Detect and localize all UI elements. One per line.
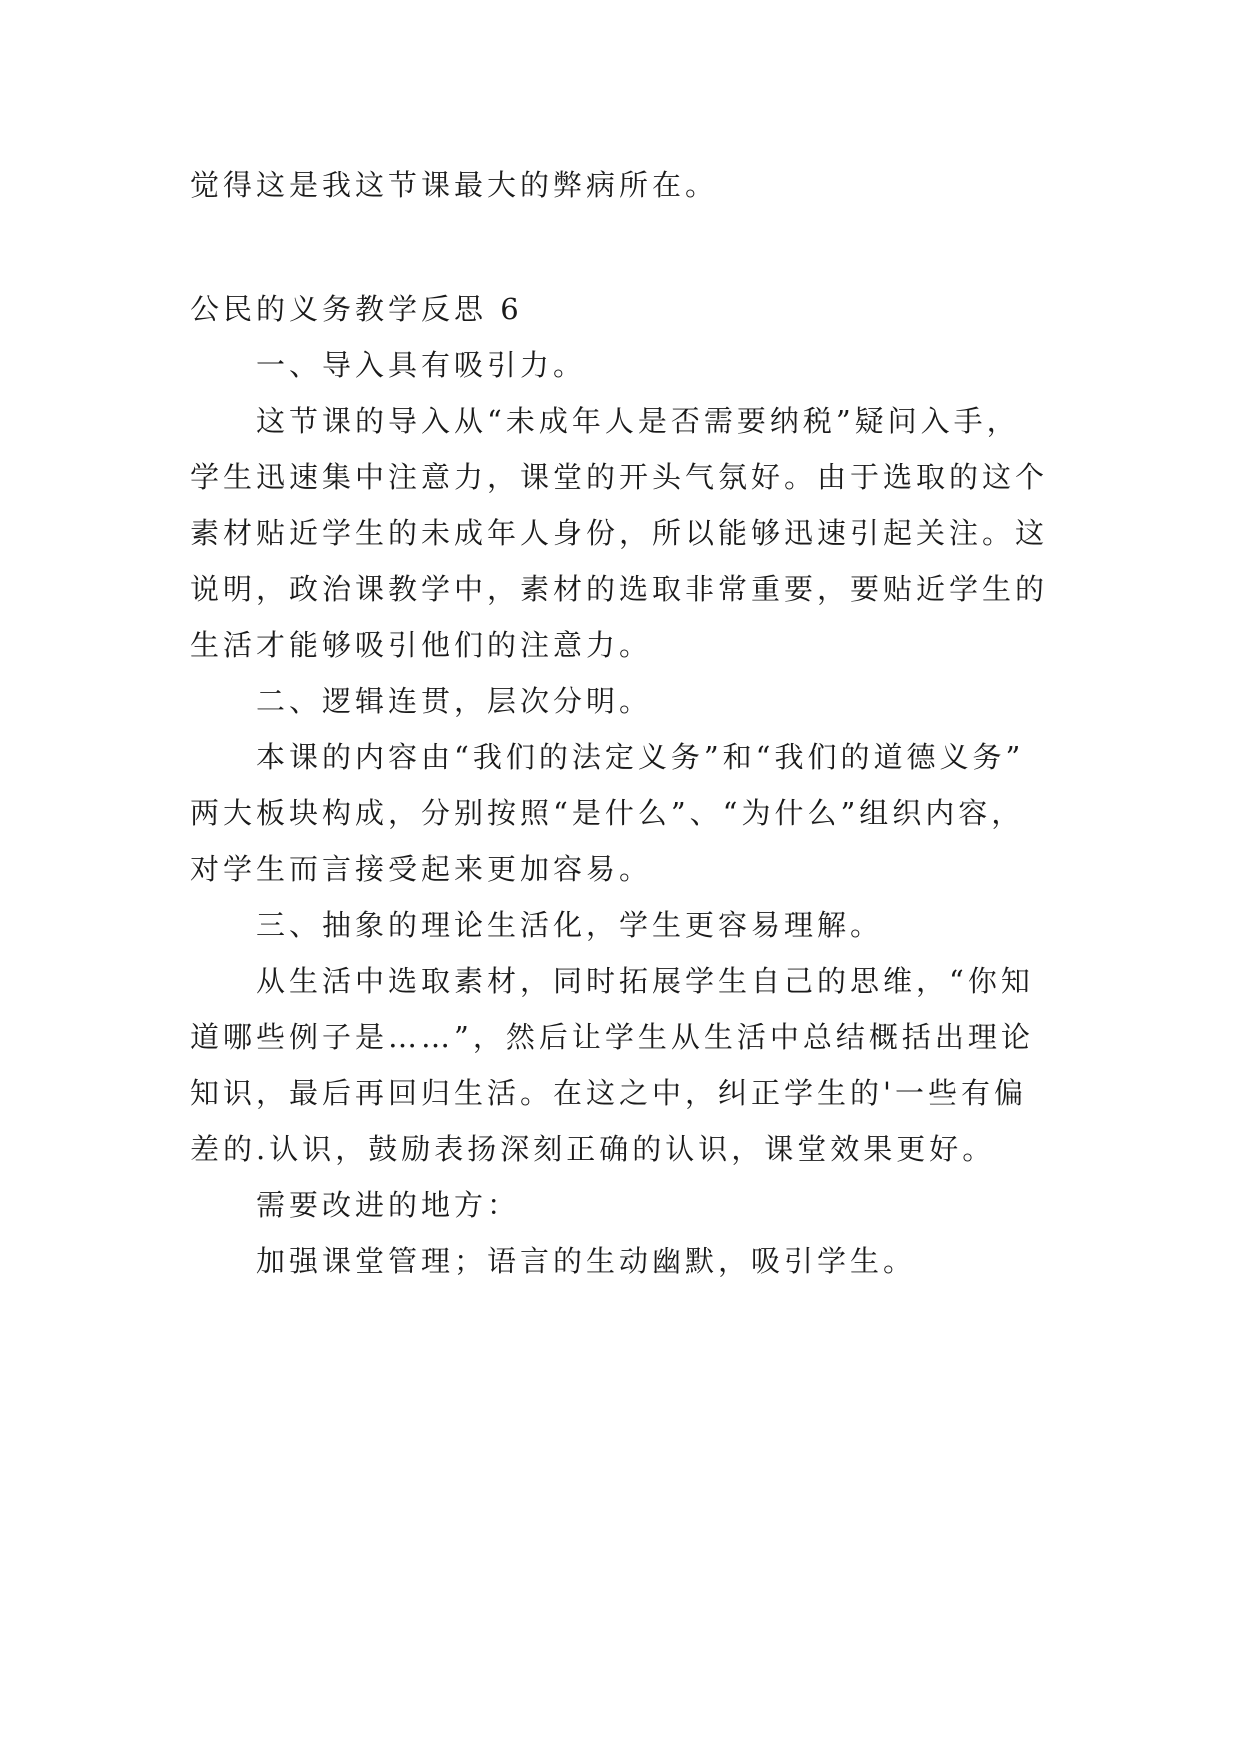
paragraph-line: 从生活中选取素材，同时拓展学生自己的思维，“你知 [256, 964, 1034, 998]
paragraph-line: 两大板块构成，分别按照“是什么”、“为什么”组织内容， [190, 796, 1025, 830]
paragraph-line: 学生迅速集中注意力，课堂的开头气氛好。由于选取的这个 [190, 460, 1049, 494]
opening-line: 觉得这是我这节课最大的弊病所在。 [190, 168, 719, 202]
paragraph-line: 道哪些例子是……”，然后让学生从生活中总结概括出理论 [190, 1020, 1034, 1054]
opening-paragraph [190, 157, 1070, 213]
paragraph-line: 对学生而言接受起来更加容易。 [190, 852, 653, 886]
paragraph-line: 差的.认识，鼓励表扬深刻正确的认识，课堂效果更好。 [190, 1132, 996, 1166]
heading-3: 三、抽象的理论生活化，学生更容易理解。 [256, 908, 884, 942]
reflection-section [190, 281, 1070, 1289]
heading-1: 一、导入具有吸引力。 [256, 348, 587, 382]
paragraph-line: 说明，政治课教学中，素材的选取非常重要，要贴近学生的 [190, 572, 1049, 606]
section-title: 公民的义务教学反思 6 [190, 292, 523, 326]
paragraph-line: 知识，最后再回归生活。在这之中，纠正学生的'一些有偏 [190, 1076, 1027, 1110]
paragraph-line: 生活才能够吸引他们的注意力。 [190, 628, 653, 662]
paragraph-line: 这节课的导入从“未成年人是否需要纳税”疑问入手， [256, 404, 1020, 438]
improvement-line: 加强课堂管理；语言的生动幽默，吸引学生。 [256, 1244, 917, 1278]
paragraph-line: 素材贴近学生的未成年人身份，所以能够迅速引起关注。这 [190, 516, 1049, 550]
heading-2: 二、逻辑连贯，层次分明。 [256, 684, 653, 718]
improvement-heading: 需要改进的地方： [256, 1188, 521, 1222]
paragraph-line: 本课的内容由“我们的法定义务”和“我们的道德义务” [256, 740, 1025, 774]
